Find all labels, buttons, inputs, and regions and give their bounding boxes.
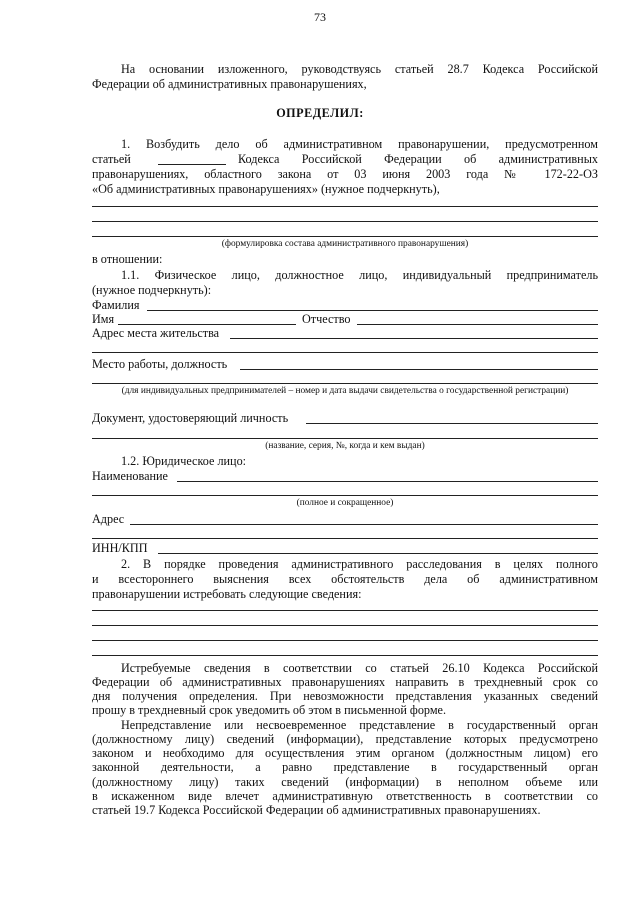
surname-field[interactable] — [147, 310, 598, 311]
info-line-1[interactable] — [92, 610, 598, 611]
org-name-field[interactable] — [177, 481, 598, 482]
p1-line-3: правонарушениях, областного закона от 03 июня 2003 года № 172-22-ОЗ — [92, 167, 598, 181]
info-line-2[interactable] — [92, 625, 598, 626]
p11-line-2: (нужное подчеркнуть): — [92, 283, 212, 297]
info-line-3[interactable] — [92, 640, 598, 641]
caption-doc: (название, серия, №, когда и кем выдан) — [265, 441, 425, 451]
p1-line-2b: Кодекса Российской Федерации об административных — [238, 152, 598, 166]
intro-line-1: На основании изложенного, руководствуясь статьей 28.7 Кодекса Российской — [121, 62, 598, 76]
org-name-label: Наименование — [92, 469, 168, 483]
id-document-field[interactable] — [306, 423, 598, 424]
p2-line-1: 2. В порядке проведения административного расследования в целях полного — [121, 557, 598, 571]
p1-line-2a: статьей — [92, 152, 131, 166]
p4-line-4: законной деятельности, а равно представление в государственный орган — [92, 760, 598, 774]
offense-line-3[interactable] — [92, 236, 598, 237]
p4-line-1: Непредставление или несвоевременное представление в государственный орган — [121, 718, 598, 732]
p12-label: 1.2. Юридическое лицо: — [121, 454, 247, 468]
p4-line-2: (должностному лицу) сведений (информации), представление которых предусмотрено — [92, 732, 598, 746]
patronymic-label: Отчество — [302, 312, 351, 326]
address-label: Адрес — [92, 512, 125, 526]
heading-opredelil: ОПРЕДЕЛИЛ: — [276, 106, 364, 120]
intro-line-2: Федерации об административных правонарушениях, — [92, 77, 367, 91]
name-field[interactable] — [118, 324, 296, 325]
address-residence-field[interactable] — [230, 338, 598, 339]
org-name-line-2[interactable] — [92, 495, 598, 496]
p3-line-2: Федерации об административных правонарушениях направить в трехдневный срок со — [92, 675, 598, 689]
p4-line-7: статьей 19.7 Кодекса Российской Федерации об административных правонарушениях. — [92, 803, 541, 817]
inn-kpp-label: ИНН/КПП — [92, 541, 148, 555]
address-residence-line-2[interactable] — [92, 352, 598, 353]
in-relation-label: в отношении: — [92, 252, 163, 266]
p2-line-2: и всестороннего выяснения всех обстоятельств дела об административном — [92, 572, 598, 586]
caption-org: (полное и сокращенное) — [296, 498, 394, 508]
workplace-label: Место работы, должность — [92, 357, 228, 371]
workplace-line-2[interactable] — [92, 383, 598, 384]
p1-line-4: «Об административных правонарушениях» (нужное подчеркнуть), — [92, 182, 440, 196]
name-label: Имя — [92, 312, 115, 326]
caption-ip: (для индивидуальных предпринимателей – номер и дата выдачи свидетельства о государственной регистрации) — [121, 386, 569, 396]
p4-line-5: (должностному лицу) таких сведений (информации) в неполном объеме или — [92, 775, 598, 789]
p11-line-1: 1.1. Физическое лицо, должностное лицо, индивидуальный предприниматель — [121, 268, 598, 282]
offense-line-1[interactable] — [92, 206, 598, 207]
p3-line-4: прошу в трехдневный срок уведомить об этом в письменной форме. — [92, 703, 447, 717]
offense-line-2[interactable] — [92, 221, 598, 222]
address-residence-label: Адрес места жительства — [92, 326, 220, 340]
workplace-field[interactable] — [240, 369, 598, 370]
id-document-label: Документ, удостоверяющий личность — [92, 411, 289, 425]
info-line-4[interactable] — [92, 655, 598, 656]
page-number: 73 — [314, 10, 326, 24]
caption-offense: (формулировка состава административного правонарушения) — [221, 239, 469, 249]
address-field[interactable] — [130, 524, 598, 525]
article-blank[interactable] — [158, 164, 226, 165]
id-document-line-2[interactable] — [92, 438, 598, 439]
p1-line-1: 1. Возбудить дело об административном правонарушении, предусмотренном — [121, 137, 598, 151]
patronymic-field[interactable] — [357, 324, 598, 325]
p3-line-3: дня получения определения. При невозможности представления указанных сведений — [92, 689, 598, 703]
address-line-2[interactable] — [92, 538, 598, 539]
inn-kpp-field[interactable] — [158, 553, 598, 554]
p4-line-3: законом и необходимо для осуществления этим органом (должностным лицом) его — [92, 746, 598, 760]
p4-line-6: в искаженном виде влечет административную ответственность в соответствии со — [92, 789, 598, 803]
p2-line-3: правонарушении истребовать следующие сведения: — [92, 587, 362, 601]
p3-line-1: Истребуемые сведения в соответствии со статьей 26.10 Кодекса Российской — [121, 661, 598, 675]
surname-label: Фамилия — [92, 298, 140, 312]
